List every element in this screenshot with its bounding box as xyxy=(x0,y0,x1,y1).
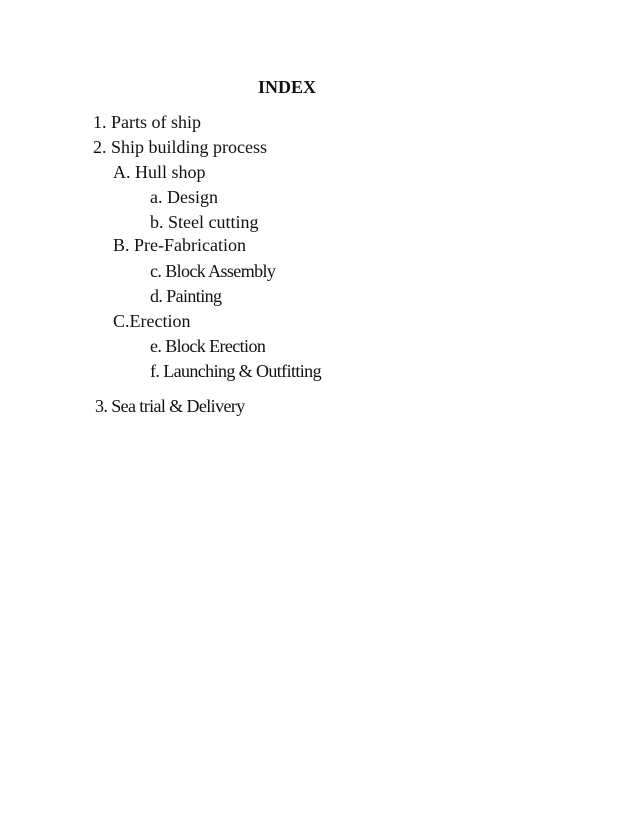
index-subsubitem-launching-outfitting: f. Launching & Outfitting xyxy=(150,361,321,381)
index-subsubitem-block-erection: e. Block Erection xyxy=(150,336,266,356)
index-subsubitem-painting: d. Painting xyxy=(150,286,222,306)
index-item-parts-of-ship: 1. Parts of ship xyxy=(93,112,201,132)
page-title: INDEX xyxy=(258,77,317,97)
index-item-sea-trial-delivery: 3. Sea trial & Delivery xyxy=(95,396,245,416)
index-subsubitem-block-assembly: c. Block Assembly xyxy=(150,261,276,281)
index-subsubitem-steel-cutting: b. Steel cutting xyxy=(150,212,259,232)
index-subitem-pre-fabrication: B. Pre-Fabrication xyxy=(113,235,246,255)
index-subitem-hull-shop: A. Hull shop xyxy=(113,162,206,182)
index-subsubitem-design: a. Design xyxy=(150,187,218,207)
index-item-ship-building-process: 2. Ship building process xyxy=(93,137,267,157)
index-subitem-erection: C.Erection xyxy=(113,311,191,331)
